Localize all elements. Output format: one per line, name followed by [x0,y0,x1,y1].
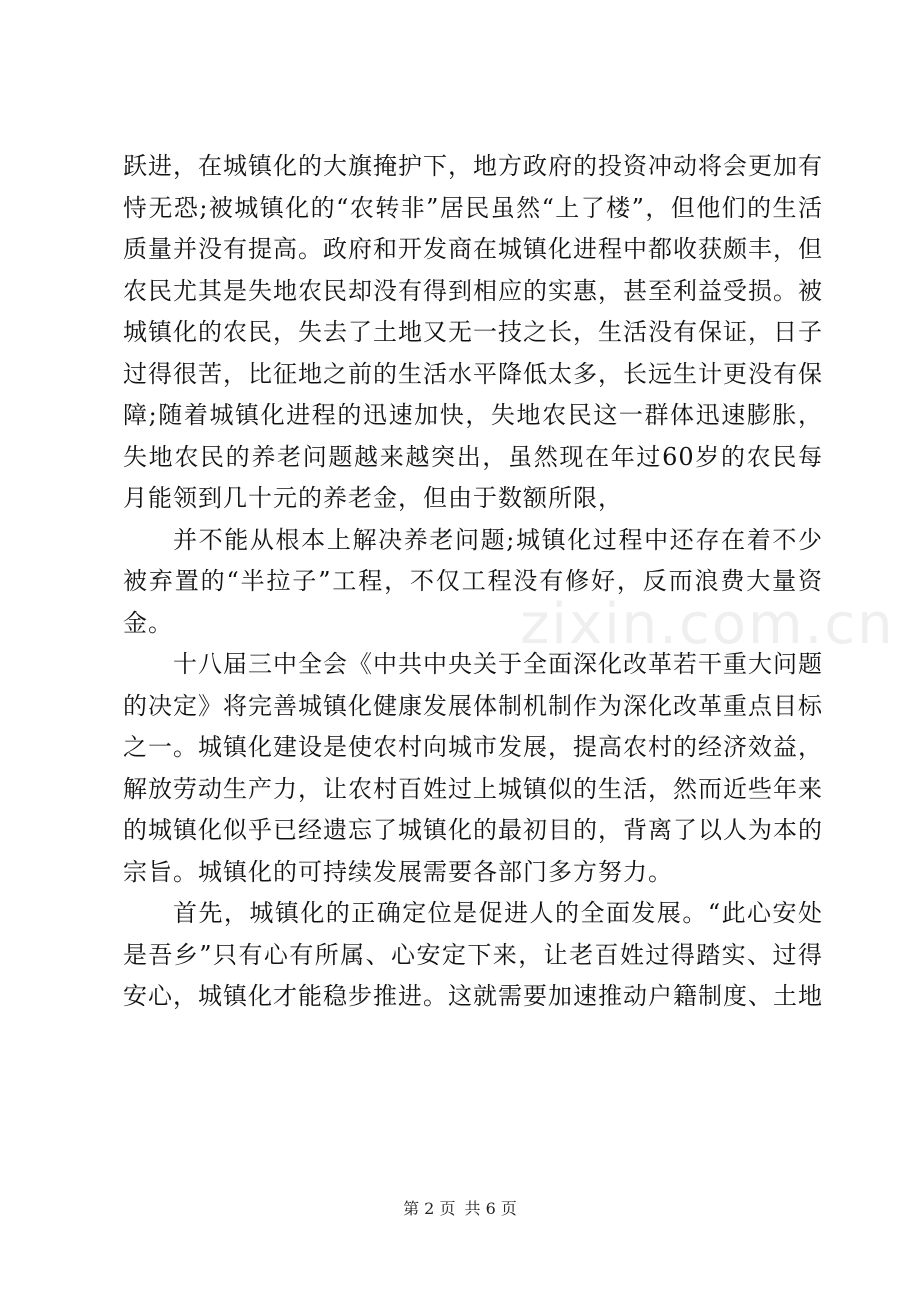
paragraph-3: 十八届三中全会《中共中央关于全面深化改革若干重大问题的决定》将完善城镇化健康发展体制机制作为深化改革重点目标之一。城镇化建设是使农村向城市发展，提高农村的经济效益，解放劳动生产力，让农村百姓过上城镇似的生活，然而近些年来的城镇化似乎已经遗忘了城镇化的最初目的，背离了以人为本的宗旨。城镇化的可持续发展需要各部门多方努力。 [123,650,823,886]
paragraph-2: 并不能从根本上解决养老问题;城镇化过程中还存在着不少被弃置的“半拉子”工程，不仅工程没有修好，反而浪费大量资金。 [123,525,823,637]
paragraph-1: 跃进，在城镇化的大旗掩护下，地方政府的投资冲动将会更加有恃无恐;被城镇化的“农转非”居民虽然“上了楼”，但他们的生活质量并没有提高。政府和开发商在城镇化进程中都收获颇丰，但农民尤其是失地农民却没有得到相应的实惠，甚至利益受损。被城镇化的农民，失去了土地又无一技之长，生活没有保证，日子过得很苦，比征地之前的生活水平降低太多，长远生计更没有保障;随着城镇化进程的迅速加快，失地农民这一群体迅速膨胀，失地农民的养老问题越来越突出，虽然现在年过60岁的农民每月能领到几十元的养老金，但由于数额所限， [123,152,823,512]
page-number: 第 2 页 [403,1199,456,1218]
watermark-text: zixin.com.cn [520,592,895,657]
paragraph-4: 首先，城镇化的正确定位是促进人的全面发展。“此心安处是吾乡”只有心有所属、心安定下来，让老百姓过得踏实、过得安心，城镇化才能稳步推进。这就需要加速推动户籍制度、土地 [123,899,823,1010]
document-body [123,146,823,1018]
page-total: 共 6 页 [464,1199,517,1218]
page-footer [0,1196,920,1219]
